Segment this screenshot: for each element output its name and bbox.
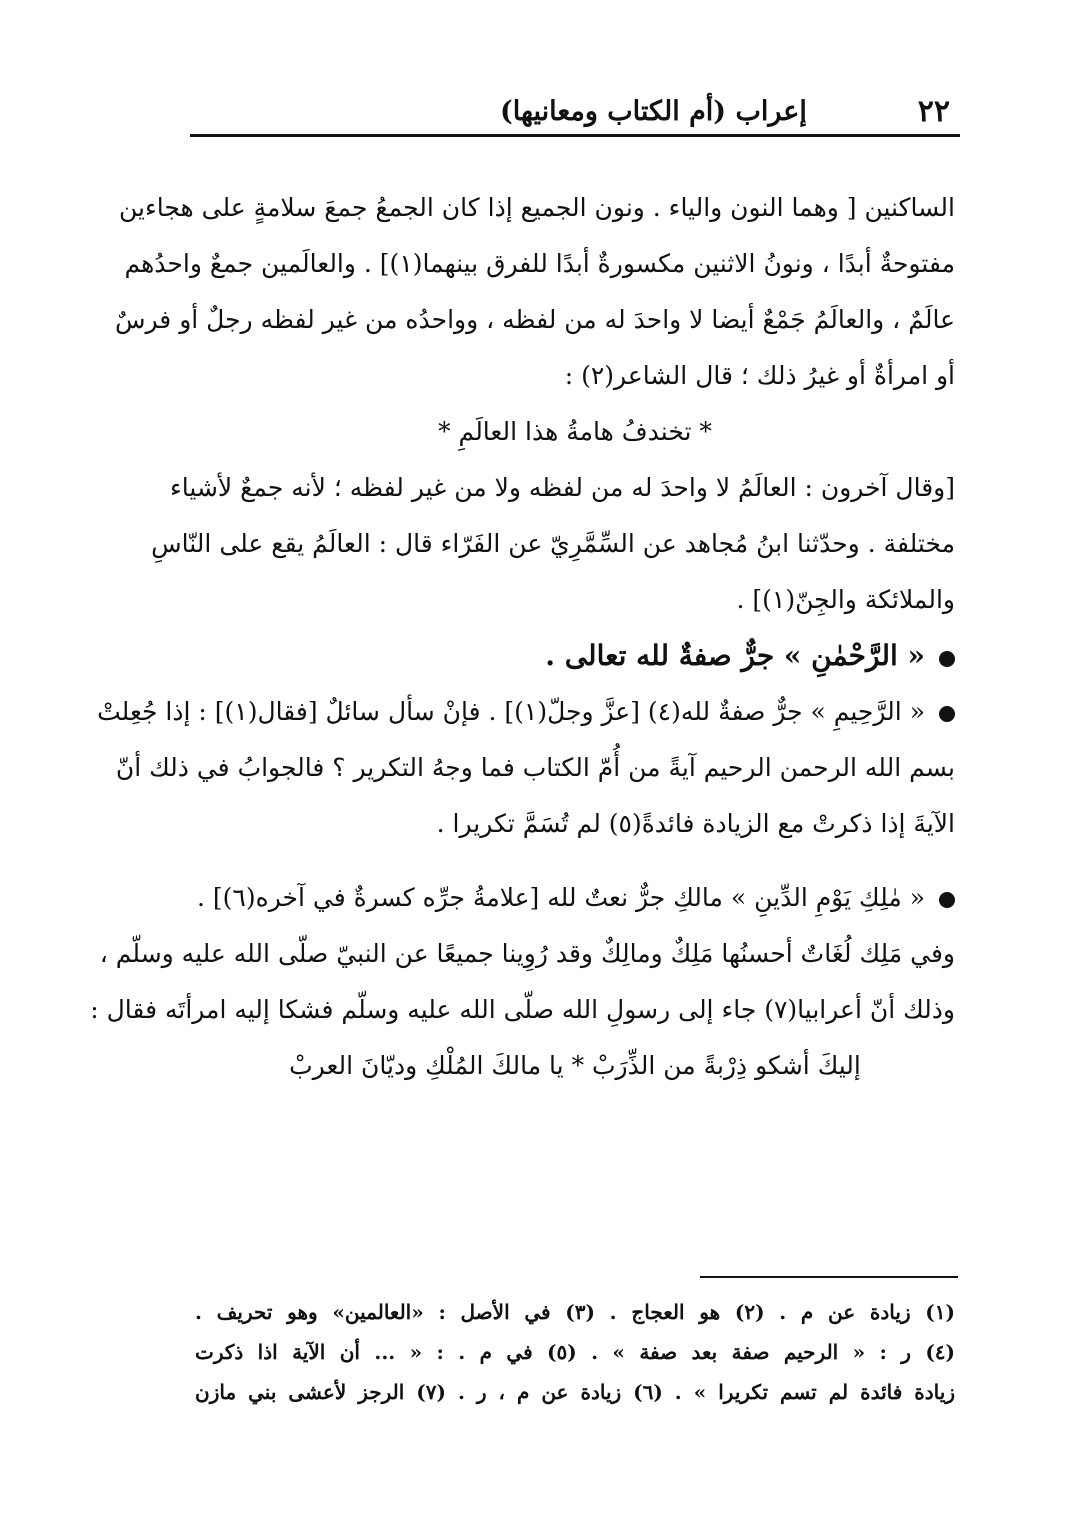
text-line: بسم الله الرحمن الرحيم آيةً من أُمّ الكتاب فما وجهُ التكرير ؟ فالجوابُ في ذلك أنّ bbox=[115, 753, 955, 782]
text-line: عالَمٌ ، والعالَمُ جَمْعٌ أيضا لا واحدَ له من لفظه ، وواحدُه من غير لفظه رجلٌ أو فرسٌ bbox=[115, 305, 955, 334]
footnote-divider bbox=[700, 1276, 958, 1278]
verse-line: * تخندفُ هامةُ هذا العالَمِ * bbox=[438, 417, 712, 446]
bullet-icon bbox=[939, 706, 955, 722]
footnote-line: (٤) ر : « الرحيم صفة بعد صفة » . (٥) في م . : « ... أن الآية اذا ذكرت bbox=[195, 1340, 955, 1364]
footnote-line: زيادة فائدة لم تسم تكريرا » . (٦) زيادة عن م ، ر . (٧) الرجز لأعشى بني مازن bbox=[195, 1380, 955, 1404]
text-line: مفتوحةٌ أبدًا ، ونونُ الاثنين مكسورةٌ أبدًا للفرق بينهما(١)] . والعالَمين جمعٌ واحدُهم bbox=[124, 249, 955, 278]
main-text bbox=[90, 180, 955, 1094]
running-title: إعراب (أم الكتاب ومعانيها) bbox=[500, 95, 807, 127]
footnotes bbox=[195, 1292, 955, 1412]
text-line: والملائكة والجِنّ(١)] . bbox=[736, 585, 955, 614]
footnote-line: (١) زيادة عن م . (٢) هو العجاج . (٣) في الأصل : «العالمين» وهو تحريف . bbox=[195, 1300, 955, 1324]
page-header bbox=[190, 88, 960, 137]
entry-text: « الرَّحْمٰنِ » جرٌّ صفةٌ لله تعالى . bbox=[545, 639, 925, 672]
bullet-icon bbox=[939, 892, 955, 908]
verse-entry-rahman bbox=[195, 628, 955, 684]
entry-text: « الرَّحِيمِ » جرٌّ صفةٌ لله(٤) [عزَّ وجلّ(١)] . فإنْ سأل سائلٌ [فقال(١)] : إذا جُعِلتْ bbox=[97, 697, 925, 726]
verse-entry-malik bbox=[195, 870, 955, 926]
text-line: الساكنين [ وهما النون والياء . ونون الجميع إذا كان الجمعُ جمعَ سلامةٍ على هجاءين bbox=[119, 193, 955, 222]
text-line: وذلك أنّ أعرابيا(٧) جاء إلى رسولِ الله صلّى الله عليه وسلّم فشكا إليه امرأتَه فقال : bbox=[90, 995, 955, 1024]
page-number: ٢٢ bbox=[917, 93, 950, 129]
poem-line: إليكَ أشكو ذِرْبةً من الذِّرَبْ * يا مالكَ المُلْكِ وديّانَ العربْ bbox=[289, 1051, 861, 1080]
text-line: الآيةَ إذا ذكرتْ مع الزيادة فائدةً(٥) لم تُسَمَّ تكريرا . bbox=[436, 809, 955, 838]
text-line: [وقال آخرون : العالَمُ لا واحدَ له من لفظه ولا من غير لفظه ؛ لأنه جمعٌ لأشياء bbox=[170, 473, 955, 502]
bullet-icon bbox=[939, 651, 955, 667]
entry-text: « مٰلِكِ يَوْمِ الدِّينِ » مالكِ جرٌّ نعتٌ لله [علامةُ جرِّه كسرةٌ في آخره(٦)] . bbox=[197, 883, 925, 912]
verse-entry-rahim bbox=[97, 684, 955, 740]
text-line: مختلفة . وحدّثنا ابنُ مُجاهد عن السِّمَّرِيّ عن الفَرّاء قال : العالَمُ يقع على النّاسِ bbox=[151, 529, 955, 558]
text-line: وفي مَلِك لُغَاتٌ أحسنُها مَلِكٌ ومالِكٌ وقد رُوِينا جميعًا عن النبيّ صلّى الله عليه وسلّم ، bbox=[99, 939, 955, 968]
text-line: أو امرأةٌ أو غيرُ ذلك ؛ قال الشاعر(٢) : bbox=[564, 361, 955, 390]
